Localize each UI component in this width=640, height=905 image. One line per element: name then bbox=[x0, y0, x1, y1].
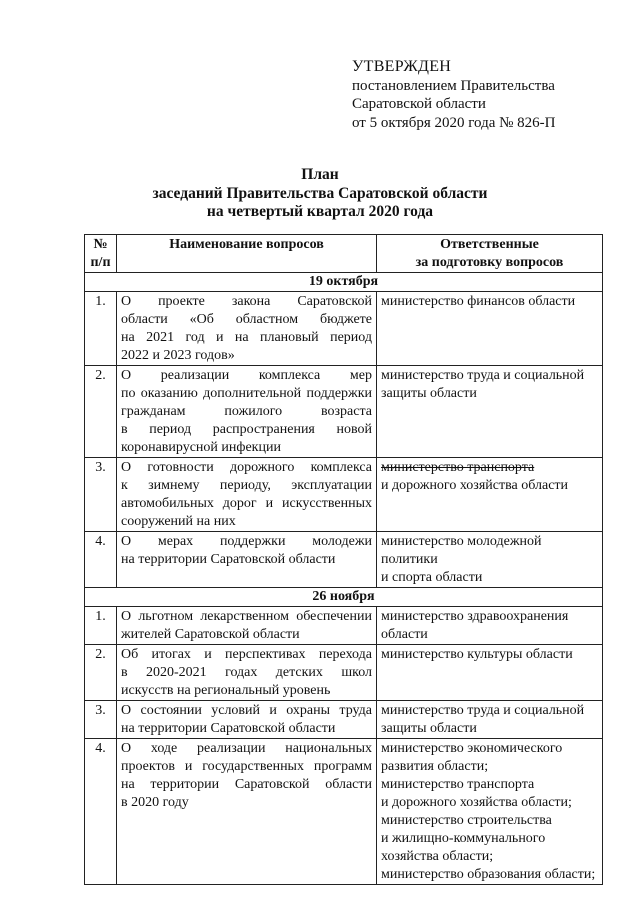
plan-table bbox=[84, 234, 603, 885]
approval-line: постановлением Правительства bbox=[352, 77, 555, 94]
row-number: 1. bbox=[85, 292, 117, 366]
question-text: коронавирусной инфекции bbox=[121, 440, 281, 455]
question-text: О ходе реализации национальных bbox=[121, 741, 372, 756]
question-cell bbox=[117, 739, 377, 885]
responsible-text: защиты области bbox=[381, 721, 477, 736]
question-text: Об итогах и перспективах перехода bbox=[121, 647, 372, 662]
question-text: жителей Саратовской области bbox=[121, 627, 300, 642]
row-number: 1. bbox=[85, 607, 117, 645]
responsible-text: и дорожного хозяйства области; bbox=[381, 795, 572, 810]
question-text: на территории Саратовской области bbox=[121, 552, 336, 567]
question-cell bbox=[117, 532, 377, 588]
question-text: на 2021 год и на плановый период bbox=[121, 330, 372, 345]
question-cell bbox=[117, 701, 377, 739]
table-row bbox=[85, 701, 603, 739]
question-text: О готовности дорожного комплекса bbox=[121, 460, 372, 475]
row-number: 3. bbox=[85, 701, 117, 739]
question-cell bbox=[117, 292, 377, 366]
meeting-date: 19 октября bbox=[85, 273, 603, 292]
responsible-text: и жилищно-коммунального bbox=[381, 831, 546, 846]
responsible-text: министерство транспорта bbox=[381, 460, 535, 475]
table-row bbox=[85, 645, 603, 701]
row-number: 3. bbox=[85, 458, 117, 532]
approval-stamp bbox=[352, 58, 556, 132]
question-text: по оказанию дополнительной поддержки bbox=[121, 386, 372, 401]
responsible-text: области bbox=[381, 627, 428, 642]
question-text: к зимнему периоду, эксплуатации bbox=[121, 478, 372, 493]
question-text: О мерах поддержки молодежи bbox=[121, 534, 372, 549]
question-text: в 2020 году bbox=[121, 795, 189, 810]
header-number: № п/п bbox=[85, 235, 117, 273]
question-text: 2022 и 2023 годов» bbox=[121, 348, 235, 363]
table-row bbox=[85, 292, 603, 366]
responsible-cell bbox=[377, 366, 603, 458]
question-text: автомобильных дорог и искусственных bbox=[121, 496, 372, 511]
responsible-text: министерство финансов области bbox=[381, 294, 576, 309]
responsible-text: министерство культуры области bbox=[381, 647, 573, 662]
table-header-row bbox=[85, 235, 603, 273]
responsible-text: защиты области bbox=[381, 386, 477, 401]
question-text: в 2020-2021 годах детских школ bbox=[121, 665, 372, 680]
table-row bbox=[85, 607, 603, 645]
question-cell bbox=[117, 458, 377, 532]
heading-subtitle: заседаний Правительства Саратовской области bbox=[152, 184, 488, 202]
responsible-text: и спорта области bbox=[381, 570, 483, 585]
row-number: 4. bbox=[85, 532, 117, 588]
question-text: на территории Саратовской области bbox=[121, 721, 336, 736]
question-text: сооружений на них bbox=[121, 514, 236, 529]
responsible-text: хозяйства области; bbox=[381, 849, 494, 864]
question-cell bbox=[117, 607, 377, 645]
table-row bbox=[85, 366, 603, 458]
question-text: области «Об областном бюджете bbox=[121, 312, 372, 327]
row-number: 2. bbox=[85, 645, 117, 701]
row-number: 2. bbox=[85, 366, 117, 458]
heading-title: План bbox=[301, 166, 339, 183]
responsible-text: министерство строительства bbox=[381, 813, 552, 828]
responsible-text: министерство труда и социальной bbox=[381, 368, 585, 383]
responsible-cell bbox=[377, 739, 603, 885]
date-row bbox=[85, 273, 603, 292]
document-heading bbox=[0, 166, 640, 222]
question-cell bbox=[117, 366, 377, 458]
header-topic: Наименование вопросов bbox=[117, 235, 377, 273]
responsible-cell bbox=[377, 292, 603, 366]
approval-title: УТВЕРЖДЕН bbox=[352, 58, 452, 75]
header-responsible: Ответственные за подготовку вопросов bbox=[377, 235, 603, 273]
question-cell bbox=[117, 645, 377, 701]
question-text: О льготном лекарственном обеспечении bbox=[121, 609, 372, 624]
table-row bbox=[85, 532, 603, 588]
heading-period: на четвертый квартал 2020 года bbox=[206, 203, 434, 220]
question-text: О реализации комплекса мер bbox=[121, 368, 372, 383]
responsible-cell bbox=[377, 532, 603, 588]
responsible-text: развития области; bbox=[381, 759, 489, 774]
question-text: искусств на региональный уровень bbox=[121, 683, 331, 698]
responsible-text: министерство здравоохранения bbox=[381, 609, 569, 624]
responsible-text: министерство молодежной политики bbox=[381, 534, 542, 567]
question-text: на территории Саратовской области bbox=[121, 777, 372, 792]
responsible-cell bbox=[377, 458, 603, 532]
approval-line: от 5 октября 2020 года № 826-П bbox=[352, 114, 556, 131]
question-text: проектов и государственных программ bbox=[121, 759, 372, 774]
responsible-cell bbox=[377, 645, 603, 701]
question-text: О проекте закона Саратовской bbox=[121, 294, 372, 309]
responsible-text: министерство образования области; bbox=[381, 867, 596, 882]
date-row bbox=[85, 588, 603, 607]
responsible-text: министерство экономического bbox=[381, 741, 563, 756]
approval-line: Саратовской области bbox=[352, 96, 486, 112]
responsible-cell bbox=[377, 701, 603, 739]
responsible-text: министерство транспорта bbox=[381, 777, 535, 792]
responsible-text: министерство труда и социальной bbox=[381, 703, 585, 718]
plan-table-body bbox=[85, 273, 603, 885]
responsible-text: и дорожного хозяйства области bbox=[381, 478, 569, 493]
meeting-date: 26 ноября bbox=[85, 588, 603, 607]
table-row bbox=[85, 458, 603, 532]
question-text: гражданам пожилого возраста bbox=[121, 404, 372, 419]
table-row bbox=[85, 739, 603, 885]
question-text: в период распространения новой bbox=[121, 422, 372, 437]
question-text: О состоянии условий и охраны труда bbox=[121, 703, 372, 718]
row-number: 4. bbox=[85, 739, 117, 885]
responsible-cell bbox=[377, 607, 603, 645]
